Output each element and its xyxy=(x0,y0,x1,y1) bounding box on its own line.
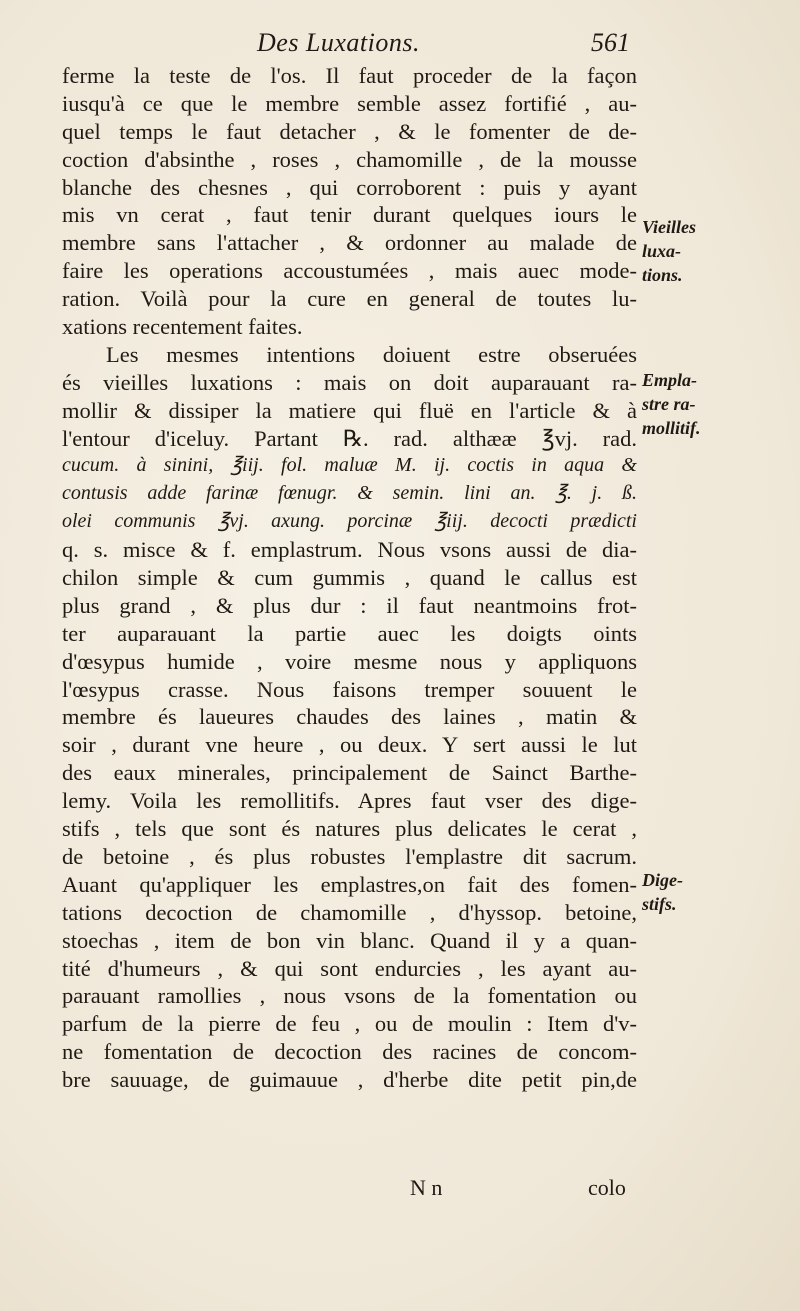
running-title: Des Luxations. xyxy=(257,28,420,57)
page-number: 561 xyxy=(591,28,630,57)
text-line: quel temps le faut detacher , & le fomenter de de- xyxy=(62,118,637,144)
text-line: plus grand , & plus dur : il faut neantmoins frot- xyxy=(62,592,637,618)
margin-note-line: Dige- xyxy=(642,870,683,890)
text-line: mollir & dissiper la matiere qui fluë en l'article & à xyxy=(62,397,637,423)
text-line: l'entour d'iceluy. Partant ℞. rad. althææ ℥vj. rad. xyxy=(62,425,637,451)
text-line: stoechas , item de bon vin blanc. Quand il y a quan- xyxy=(62,927,637,953)
margin-note-line: mollitif. xyxy=(642,418,701,438)
text-line: des eaux minerales, principalement de Sainct Barthe- xyxy=(62,760,637,786)
text-line: chilon simple & cum gummis , quand le callus est xyxy=(62,565,637,591)
text-line: coction d'absinthe , roses , chamomille , de la mousse xyxy=(62,146,637,172)
text-line: mis vn cerat , faut tenir durant quelques iours le xyxy=(62,202,637,228)
text-line: tations decoction de chamomille , d'hyssop. betoine, xyxy=(62,899,637,925)
text-line: Les mesmes intentions doiuent estre obseruées xyxy=(106,341,637,367)
text-line: tité d'humeurs , & qui sont endurcies , les ayant au- xyxy=(62,955,637,981)
text-line: xations recentement faites. xyxy=(62,314,303,340)
margin-note-line: Empla- xyxy=(642,370,698,390)
margin-note-line: stifs. xyxy=(642,894,677,914)
text-line: parauant ramollies , nous vsons de la fomentation ou xyxy=(62,983,637,1009)
margin-note-emplastre xyxy=(642,368,722,440)
text-line: faire les operations accoustumées , mais auec mode- xyxy=(62,258,637,284)
text-line: membre és laueures chaudes des laines , matin & xyxy=(62,704,637,730)
text-line: bre sauuage, de guimauue , d'herbe dite petit pin,de xyxy=(62,1067,637,1093)
text-line: blanche des chesnes , qui corroborent : puis y ayant xyxy=(62,174,637,200)
signature-mark: N n xyxy=(410,1175,443,1200)
margin-note-line: Vieilles xyxy=(642,217,696,237)
margin-note-line: stre ra- xyxy=(642,394,696,414)
recipe-line: cucum. à sinini, ℥iij. fol. maluæ M. ij. coctis in aqua & xyxy=(62,454,637,477)
text-line: parfum de la pierre de feu , ou de moulin : Item d'v- xyxy=(62,1011,637,1037)
text-line: ferme la teste de l'os. Il faut proceder de la façon xyxy=(62,63,637,88)
text-line: Auant qu'appliquer les emplastres,on fait des fomen- xyxy=(62,871,637,897)
catchword: colo xyxy=(588,1175,626,1200)
text-line: ne fomentation de decoction des racines de concom- xyxy=(62,1039,637,1065)
text-line: iusqu'à ce que le membre semble assez fortifié , au- xyxy=(62,90,637,116)
running-head xyxy=(62,28,632,66)
text-line: és vieilles luxations : mais on doit auparauant ra- xyxy=(62,369,637,395)
margin-note-line: tions. xyxy=(642,265,683,285)
recipe-line: olei communis ℥vj. axung. porcinæ ℥iij. decocti prædicti xyxy=(62,510,637,533)
text-line: d'œsypus humide , voire mesme nous y appliquons xyxy=(62,648,637,674)
body-text xyxy=(62,62,637,1094)
text-line: l'œsypus crasse. Nous faisons tremper souuent le xyxy=(62,676,637,702)
recipe-line: contusis adde farinæ fœnugr. & semin. lini an. ℥. j. ß. xyxy=(62,482,637,505)
text-line: de betoine , és plus robustes l'emplastre dit sacrum. xyxy=(62,843,637,869)
text-line: soir , durant vne heure , ou deux. Y sert aussi le lut xyxy=(62,732,637,758)
text-line: ter auparauant la partie auec les doigts oints xyxy=(62,620,637,646)
margin-note-digestifs xyxy=(642,868,722,916)
text-line: membre sans l'attacher , & ordonner au malade de xyxy=(62,230,637,256)
text-line: lemy. Voila les remollitifs. Apres faut vser des dige- xyxy=(62,788,637,814)
text-line: ration. Voilà pour la cure en general de toutes lu- xyxy=(62,286,637,312)
text-line: q. s. misce & f. emplastrum. Nous vsons aussi de dia- xyxy=(62,537,637,563)
margin-note-vieilles-luxations xyxy=(642,215,722,287)
text-line: stifs , tels que sont és natures plus delicates le cerat , xyxy=(62,816,637,842)
margin-note-line: luxa- xyxy=(642,241,682,261)
